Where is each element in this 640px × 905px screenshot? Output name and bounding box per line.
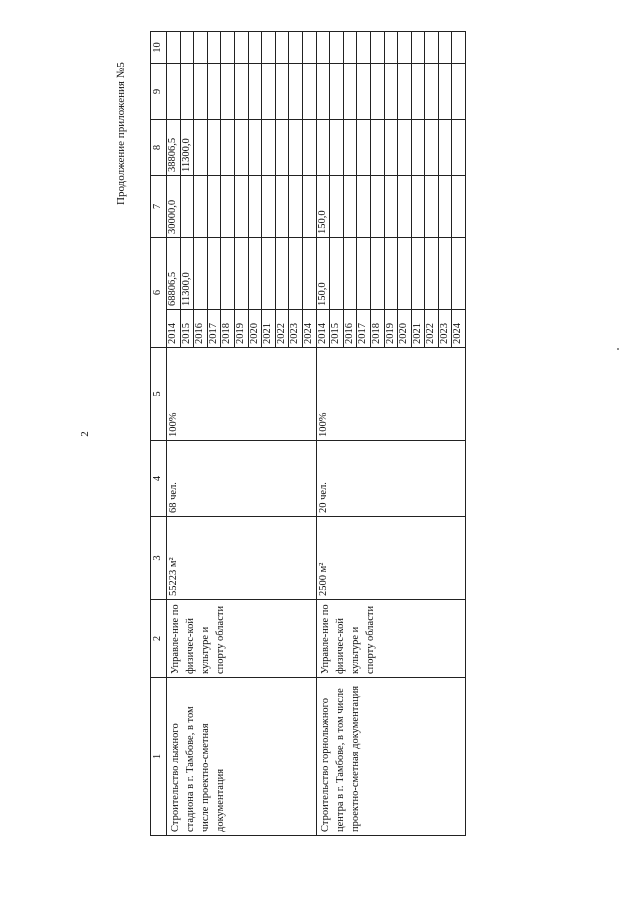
value-cell-6 bbox=[248, 238, 262, 310]
value-cell-9 bbox=[248, 64, 262, 120]
value-cell-6 bbox=[194, 238, 208, 310]
value-cell-7 bbox=[398, 176, 412, 238]
value-cell-7 bbox=[330, 176, 344, 238]
value-cell-10 bbox=[207, 32, 221, 64]
value-cell-6 bbox=[275, 238, 289, 310]
value-cell-8 bbox=[452, 120, 466, 176]
value-cell-7 bbox=[370, 176, 384, 238]
value-cell-9 bbox=[398, 64, 412, 120]
value-cell-9 bbox=[343, 64, 357, 120]
header-cell: 6 bbox=[151, 238, 167, 348]
year-cell: 2015 bbox=[330, 310, 344, 348]
value-cell-7 bbox=[357, 176, 371, 238]
header-cell: 10 bbox=[151, 32, 167, 64]
percent-cell: 100% bbox=[167, 348, 317, 441]
value-cell-7 bbox=[452, 176, 466, 238]
project-name-cell: Строительство лыжного стадиона в г. Тамбове, в том числе проектно-сметная документация bbox=[167, 678, 317, 836]
header-cell: 5 bbox=[151, 348, 167, 441]
value-cell-6 bbox=[425, 238, 439, 310]
value-cell-6 bbox=[370, 238, 384, 310]
value-cell-6: 11300,0 bbox=[180, 238, 194, 310]
value-cell-7 bbox=[438, 176, 452, 238]
value-cell-10 bbox=[384, 32, 398, 64]
header-cell: 3 bbox=[151, 517, 167, 600]
value-cell-10 bbox=[221, 32, 235, 64]
value-cell-10 bbox=[330, 32, 344, 64]
value-cell-7 bbox=[207, 176, 221, 238]
value-cell-6 bbox=[207, 238, 221, 310]
value-cell-7 bbox=[302, 176, 316, 238]
value-cell-9 bbox=[167, 64, 181, 120]
value-cell-6: 150,0 bbox=[316, 238, 330, 310]
value-cell-7 bbox=[289, 176, 303, 238]
percent-cell: 100% bbox=[316, 348, 466, 441]
value-cell-7 bbox=[180, 176, 194, 238]
value-cell-8 bbox=[384, 120, 398, 176]
value-cell-9 bbox=[302, 64, 316, 120]
header-cell: 7 bbox=[151, 176, 167, 238]
value-cell-6 bbox=[289, 238, 303, 310]
value-cell-6 bbox=[398, 238, 412, 310]
value-cell-6 bbox=[221, 238, 235, 310]
value-cell-9 bbox=[438, 64, 452, 120]
value-cell-8 bbox=[275, 120, 289, 176]
year-cell: 2019 bbox=[384, 310, 398, 348]
value-cell-8 bbox=[343, 120, 357, 176]
people-cell: 68 чел. bbox=[167, 441, 317, 517]
year-cell: 2019 bbox=[234, 310, 248, 348]
people-cell: 20 чел. bbox=[316, 441, 466, 517]
scan-speck bbox=[617, 348, 619, 350]
page-number: 2 bbox=[78, 431, 91, 437]
value-cell-9 bbox=[275, 64, 289, 120]
year-cell: 2014 bbox=[316, 310, 330, 348]
value-cell-8 bbox=[357, 120, 371, 176]
year-cell: 2020 bbox=[398, 310, 412, 348]
header-cell: 8 bbox=[151, 120, 167, 176]
year-cell: 2018 bbox=[370, 310, 384, 348]
value-cell-10 bbox=[425, 32, 439, 64]
value-cell-9 bbox=[289, 64, 303, 120]
value-cell-10 bbox=[167, 32, 181, 64]
value-cell-7 bbox=[425, 176, 439, 238]
appendix-caption: Продолжение приложения №5 bbox=[115, 62, 127, 205]
value-cell-10 bbox=[262, 32, 276, 64]
executor-cell: Управле-ние по физичес-кой культуре и спорту области bbox=[167, 600, 317, 678]
value-cell-10 bbox=[316, 32, 330, 64]
value-cell-8 bbox=[262, 120, 276, 176]
header-cell: 4 bbox=[151, 441, 167, 517]
value-cell-9 bbox=[316, 64, 330, 120]
year-cell: 2020 bbox=[248, 310, 262, 348]
value-cell-6 bbox=[234, 238, 248, 310]
value-cell-9 bbox=[384, 64, 398, 120]
value-cell-9 bbox=[411, 64, 425, 120]
value-cell-10 bbox=[357, 32, 371, 64]
area-cell: 55223 м² bbox=[167, 517, 317, 600]
year-cell: 2017 bbox=[207, 310, 221, 348]
value-cell-9 bbox=[425, 64, 439, 120]
value-cell-8 bbox=[438, 120, 452, 176]
executor-cell: Управле-ние по физичес-кой культуре и спорту области bbox=[316, 600, 466, 678]
value-cell-10 bbox=[248, 32, 262, 64]
value-cell-6 bbox=[330, 238, 344, 310]
value-cell-8 bbox=[234, 120, 248, 176]
value-cell-6 bbox=[302, 238, 316, 310]
year-cell: 2021 bbox=[411, 310, 425, 348]
value-cell-10 bbox=[234, 32, 248, 64]
header-cell: 9 bbox=[151, 64, 167, 120]
value-cell-6 bbox=[343, 238, 357, 310]
value-cell-7 bbox=[221, 176, 235, 238]
value-cell-8 bbox=[248, 120, 262, 176]
value-cell-10 bbox=[438, 32, 452, 64]
year-cell: 2024 bbox=[302, 310, 316, 348]
value-cell-9 bbox=[221, 64, 235, 120]
project-name-cell: Строительство горнолыжного центра в г. Тамбове, в том числе проектно-сметная документация bbox=[316, 678, 466, 836]
value-cell-8 bbox=[302, 120, 316, 176]
value-cell-8 bbox=[289, 120, 303, 176]
table-row bbox=[316, 32, 330, 836]
value-cell-10 bbox=[411, 32, 425, 64]
value-cell-8 bbox=[194, 120, 208, 176]
table-row bbox=[167, 32, 181, 836]
value-cell-9 bbox=[207, 64, 221, 120]
value-cell-6 bbox=[357, 238, 371, 310]
value-cell-8 bbox=[398, 120, 412, 176]
value-cell-7 bbox=[248, 176, 262, 238]
year-cell: 2024 bbox=[452, 310, 466, 348]
value-cell-9 bbox=[357, 64, 371, 120]
year-cell: 2015 bbox=[180, 310, 194, 348]
year-cell: 2016 bbox=[343, 310, 357, 348]
area-cell: 2500 м² bbox=[316, 517, 466, 600]
value-cell-8 bbox=[425, 120, 439, 176]
value-cell-6 bbox=[438, 238, 452, 310]
program-table bbox=[150, 31, 466, 836]
value-cell-8 bbox=[207, 120, 221, 176]
value-cell-8 bbox=[330, 120, 344, 176]
value-cell-10 bbox=[370, 32, 384, 64]
value-cell-10 bbox=[180, 32, 194, 64]
value-cell-10 bbox=[275, 32, 289, 64]
value-cell-6 bbox=[384, 238, 398, 310]
year-cell: 2018 bbox=[221, 310, 235, 348]
value-cell-6 bbox=[262, 238, 276, 310]
value-cell-10 bbox=[452, 32, 466, 64]
value-cell-6 bbox=[452, 238, 466, 310]
year-cell: 2017 bbox=[357, 310, 371, 348]
value-cell-7 bbox=[343, 176, 357, 238]
year-cell: 2022 bbox=[275, 310, 289, 348]
header-row bbox=[151, 32, 167, 836]
year-cell: 2021 bbox=[262, 310, 276, 348]
value-cell-7 bbox=[384, 176, 398, 238]
value-cell-9 bbox=[330, 64, 344, 120]
value-cell-7 bbox=[234, 176, 248, 238]
year-cell: 2023 bbox=[438, 310, 452, 348]
value-cell-9 bbox=[370, 64, 384, 120]
value-cell-7 bbox=[262, 176, 276, 238]
value-cell-9 bbox=[262, 64, 276, 120]
value-cell-8 bbox=[370, 120, 384, 176]
value-cell-10 bbox=[343, 32, 357, 64]
value-cell-10 bbox=[194, 32, 208, 64]
value-cell-7 bbox=[194, 176, 208, 238]
value-cell-6 bbox=[411, 238, 425, 310]
value-cell-9 bbox=[194, 64, 208, 120]
value-cell-7 bbox=[411, 176, 425, 238]
value-cell-10 bbox=[289, 32, 303, 64]
value-cell-10 bbox=[302, 32, 316, 64]
value-cell-8 bbox=[221, 120, 235, 176]
value-cell-8 bbox=[411, 120, 425, 176]
value-cell-8: 11300,0 bbox=[180, 120, 194, 176]
header-cell: 2 bbox=[151, 600, 167, 678]
value-cell-8: 38806,5 bbox=[167, 120, 181, 176]
value-cell-7: 30000,0 bbox=[167, 176, 181, 238]
value-cell-9 bbox=[452, 64, 466, 120]
value-cell-6: 68806,5 bbox=[167, 238, 181, 310]
year-cell: 2022 bbox=[425, 310, 439, 348]
rotated-table-container bbox=[150, 40, 634, 836]
value-cell-7: 150,0 bbox=[316, 176, 330, 238]
year-cell: 2014 bbox=[167, 310, 181, 348]
value-cell-9 bbox=[180, 64, 194, 120]
value-cell-8 bbox=[316, 120, 330, 176]
header-cell: 1 bbox=[151, 678, 167, 836]
year-cell: 2023 bbox=[289, 310, 303, 348]
value-cell-10 bbox=[398, 32, 412, 64]
value-cell-7 bbox=[275, 176, 289, 238]
value-cell-9 bbox=[234, 64, 248, 120]
year-cell: 2016 bbox=[194, 310, 208, 348]
